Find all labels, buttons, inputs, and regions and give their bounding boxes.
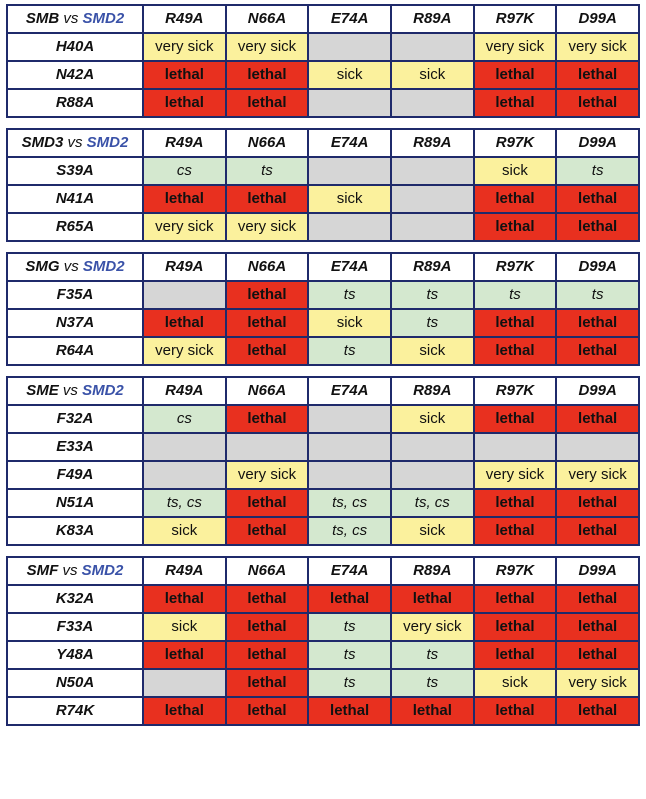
table-row [7,185,639,213]
phenotype-cell: ts [308,613,391,641]
phenotype-cell: ts [391,641,474,669]
table-row [7,309,639,337]
header-row [7,557,639,585]
phenotype-cell: lethal [474,213,557,241]
phenotype-cell: lethal [474,405,557,433]
phenotype-cell [143,281,226,309]
phenotype-cell: lethal [474,309,557,337]
column-header: E74A [308,129,391,157]
phenotype-cell: lethal [143,185,226,213]
phenotype-cell: sick [391,517,474,545]
column-header: R89A [391,129,474,157]
row-header: S39A [7,157,143,185]
table-title [7,129,143,157]
row-header: E33A [7,433,143,461]
phenotype-cell: ts, cs [143,489,226,517]
row-header: F33A [7,613,143,641]
column-header: R89A [391,377,474,405]
column-header: R49A [143,5,226,33]
phenotype-cell: lethal [474,697,557,725]
phenotype-cell: lethal [556,405,639,433]
row-header: F35A [7,281,143,309]
phenotype-cell [143,433,226,461]
phenotype-cell [308,405,391,433]
phenotype-cell: lethal [226,185,309,213]
phenotype-cell: very sick [474,33,557,61]
phenotype-cell: sick [391,405,474,433]
interaction-tables [6,4,640,726]
phenotype-cell [391,213,474,241]
phenotype-cell: very sick [143,213,226,241]
phenotype-cell: ts [556,157,639,185]
table-title [7,253,143,281]
column-header: R49A [143,129,226,157]
phenotype-cell: lethal [556,517,639,545]
phenotype-cell: lethal [226,641,309,669]
phenotype-cell: sick [308,185,391,213]
phenotype-cell: ts, cs [308,489,391,517]
table-row [7,517,639,545]
phenotype-cell: very sick [226,33,309,61]
phenotype-cell: lethal [474,613,557,641]
phenotype-cell: sick [474,669,557,697]
phenotype-cell: ts, cs [308,517,391,545]
phenotype-cell [308,89,391,117]
phenotype-cell: lethal [226,613,309,641]
row-header: N51A [7,489,143,517]
row-header: K32A [7,585,143,613]
phenotype-cell: sick [308,61,391,89]
table-row [7,33,639,61]
column-header: R97K [474,253,557,281]
row-header: N42A [7,61,143,89]
header-row [7,129,639,157]
column-header: D99A [556,557,639,585]
phenotype-cell: lethal [226,517,309,545]
table-row [7,461,639,489]
phenotype-cell: ts [391,309,474,337]
phenotype-cell: lethal [226,697,309,725]
phenotype-cell: ts, cs [391,489,474,517]
table-row [7,585,639,613]
column-header: R89A [391,557,474,585]
phenotype-cell [391,185,474,213]
phenotype-cell [474,433,557,461]
vs-label: vs [63,258,79,275]
table-title [7,377,143,405]
phenotype-cell: very sick [226,461,309,489]
table-row [7,433,639,461]
table-row [7,337,639,365]
table-row [7,613,639,641]
interaction-table-smg [6,252,640,366]
phenotype-cell: sick [391,61,474,89]
column-header: N66A [226,253,309,281]
phenotype-cell: lethal [226,89,309,117]
phenotype-cell: lethal [556,185,639,213]
phenotype-cell: lethal [143,61,226,89]
phenotype-cell [391,33,474,61]
phenotype-cell: ts [308,641,391,669]
phenotype-cell [308,461,391,489]
phenotype-cell: lethal [474,641,557,669]
column-header: R49A [143,377,226,405]
partner-name: SMD2 [82,258,125,275]
protein-name: SMD3 [21,134,64,151]
phenotype-cell [391,433,474,461]
phenotype-cell: lethal [474,185,557,213]
phenotype-cell [391,157,474,185]
interaction-table-sme [6,376,640,546]
vs-label: vs [62,382,78,399]
column-header: R89A [391,253,474,281]
column-header: R49A [143,557,226,585]
column-header: D99A [556,5,639,33]
phenotype-cell: ts [391,281,474,309]
phenotype-cell: lethal [556,613,639,641]
row-header: N41A [7,185,143,213]
phenotype-cell: lethal [226,309,309,337]
row-header: R74K [7,697,143,725]
phenotype-cell: lethal [226,489,309,517]
phenotype-cell: ts [391,669,474,697]
phenotype-cell: sick [474,157,557,185]
phenotype-cell: lethal [556,697,639,725]
phenotype-cell: lethal [556,309,639,337]
phenotype-cell: lethal [308,697,391,725]
phenotype-cell: sick [308,309,391,337]
phenotype-cell [308,157,391,185]
column-header: R97K [474,557,557,585]
phenotype-cell: lethal [226,61,309,89]
phenotype-cell: lethal [226,669,309,697]
phenotype-cell [391,461,474,489]
phenotype-cell [556,433,639,461]
phenotype-cell [143,669,226,697]
phenotype-cell: ts [308,669,391,697]
partner-name: SMD2 [82,10,125,27]
phenotype-cell: lethal [143,641,226,669]
phenotype-cell: cs [143,157,226,185]
column-header: N66A [226,377,309,405]
phenotype-cell [308,213,391,241]
phenotype-cell: very sick [226,213,309,241]
column-header: E74A [308,557,391,585]
header-row [7,5,639,33]
phenotype-cell: very sick [391,613,474,641]
column-header: R89A [391,5,474,33]
phenotype-cell: ts [556,281,639,309]
row-header: F49A [7,461,143,489]
phenotype-cell: lethal [143,697,226,725]
vs-label: vs [62,562,78,579]
phenotype-cell: lethal [143,89,226,117]
phenotype-cell: lethal [474,89,557,117]
phenotype-cell: lethal [556,489,639,517]
phenotype-cell: sick [143,517,226,545]
phenotype-cell: lethal [143,309,226,337]
row-header: Y48A [7,641,143,669]
phenotype-cell: lethal [474,61,557,89]
phenotype-cell: lethal [391,697,474,725]
phenotype-cell [143,461,226,489]
table-row [7,157,639,185]
phenotype-cell: lethal [556,641,639,669]
column-header: D99A [556,129,639,157]
phenotype-cell: lethal [474,489,557,517]
phenotype-cell: lethal [226,337,309,365]
phenotype-cell: lethal [556,585,639,613]
column-header: E74A [308,377,391,405]
vs-label: vs [63,10,79,27]
column-header: E74A [308,5,391,33]
phenotype-cell: lethal [556,89,639,117]
column-header: R97K [474,377,557,405]
phenotype-cell: ts [226,157,309,185]
header-row [7,377,639,405]
row-header: R64A [7,337,143,365]
table-title [7,557,143,585]
phenotype-cell: lethal [474,517,557,545]
phenotype-cell: very sick [143,33,226,61]
phenotype-cell: lethal [556,213,639,241]
table-row [7,641,639,669]
phenotype-cell: ts [474,281,557,309]
phenotype-cell [391,89,474,117]
phenotype-cell: very sick [556,669,639,697]
phenotype-cell: lethal [391,585,474,613]
protein-name: SME [26,382,59,399]
protein-name: SMF [26,562,59,579]
partner-name: SMD2 [86,134,129,151]
protein-name: SMG [25,258,60,275]
column-header: R97K [474,5,557,33]
phenotype-cell: cs [143,405,226,433]
interaction-table-smf [6,556,640,726]
interaction-table-smd3 [6,128,640,242]
phenotype-cell: very sick [143,337,226,365]
phenotype-cell: very sick [556,461,639,489]
column-header: D99A [556,253,639,281]
table-row [7,281,639,309]
phenotype-cell: sick [143,613,226,641]
phenotype-cell [308,33,391,61]
row-header: R65A [7,213,143,241]
row-header: K83A [7,517,143,545]
phenotype-cell [226,433,309,461]
table-row [7,61,639,89]
table-row [7,669,639,697]
column-header: D99A [556,377,639,405]
phenotype-cell: ts [308,281,391,309]
phenotype-cell: very sick [474,461,557,489]
phenotype-cell: lethal [556,61,639,89]
phenotype-cell: lethal [226,405,309,433]
phenotype-cell: very sick [556,33,639,61]
table-row [7,405,639,433]
column-header: N66A [226,557,309,585]
phenotype-cell: lethal [226,281,309,309]
phenotype-cell: lethal [474,585,557,613]
table-row [7,489,639,517]
row-header: N50A [7,669,143,697]
column-header: N66A [226,5,309,33]
column-header: R97K [474,129,557,157]
header-row [7,253,639,281]
row-header: R88A [7,89,143,117]
protein-name: SMB [25,10,60,27]
phenotype-cell: lethal [226,585,309,613]
phenotype-cell: sick [391,337,474,365]
phenotype-cell: lethal [143,585,226,613]
phenotype-cell: ts [308,337,391,365]
row-header: N37A [7,309,143,337]
partner-name: SMD2 [81,562,124,579]
vs-label: vs [67,134,83,151]
table-row [7,89,639,117]
partner-name: SMD2 [82,382,124,399]
phenotype-cell: lethal [556,337,639,365]
table-row [7,697,639,725]
interaction-table-smb [6,4,640,118]
table-title [7,5,143,33]
phenotype-cell: lethal [308,585,391,613]
column-header: R49A [143,253,226,281]
row-header: F32A [7,405,143,433]
column-header: E74A [308,253,391,281]
phenotype-cell: lethal [474,337,557,365]
table-row [7,213,639,241]
phenotype-cell [308,433,391,461]
column-header: N66A [226,129,309,157]
row-header: H40A [7,33,143,61]
